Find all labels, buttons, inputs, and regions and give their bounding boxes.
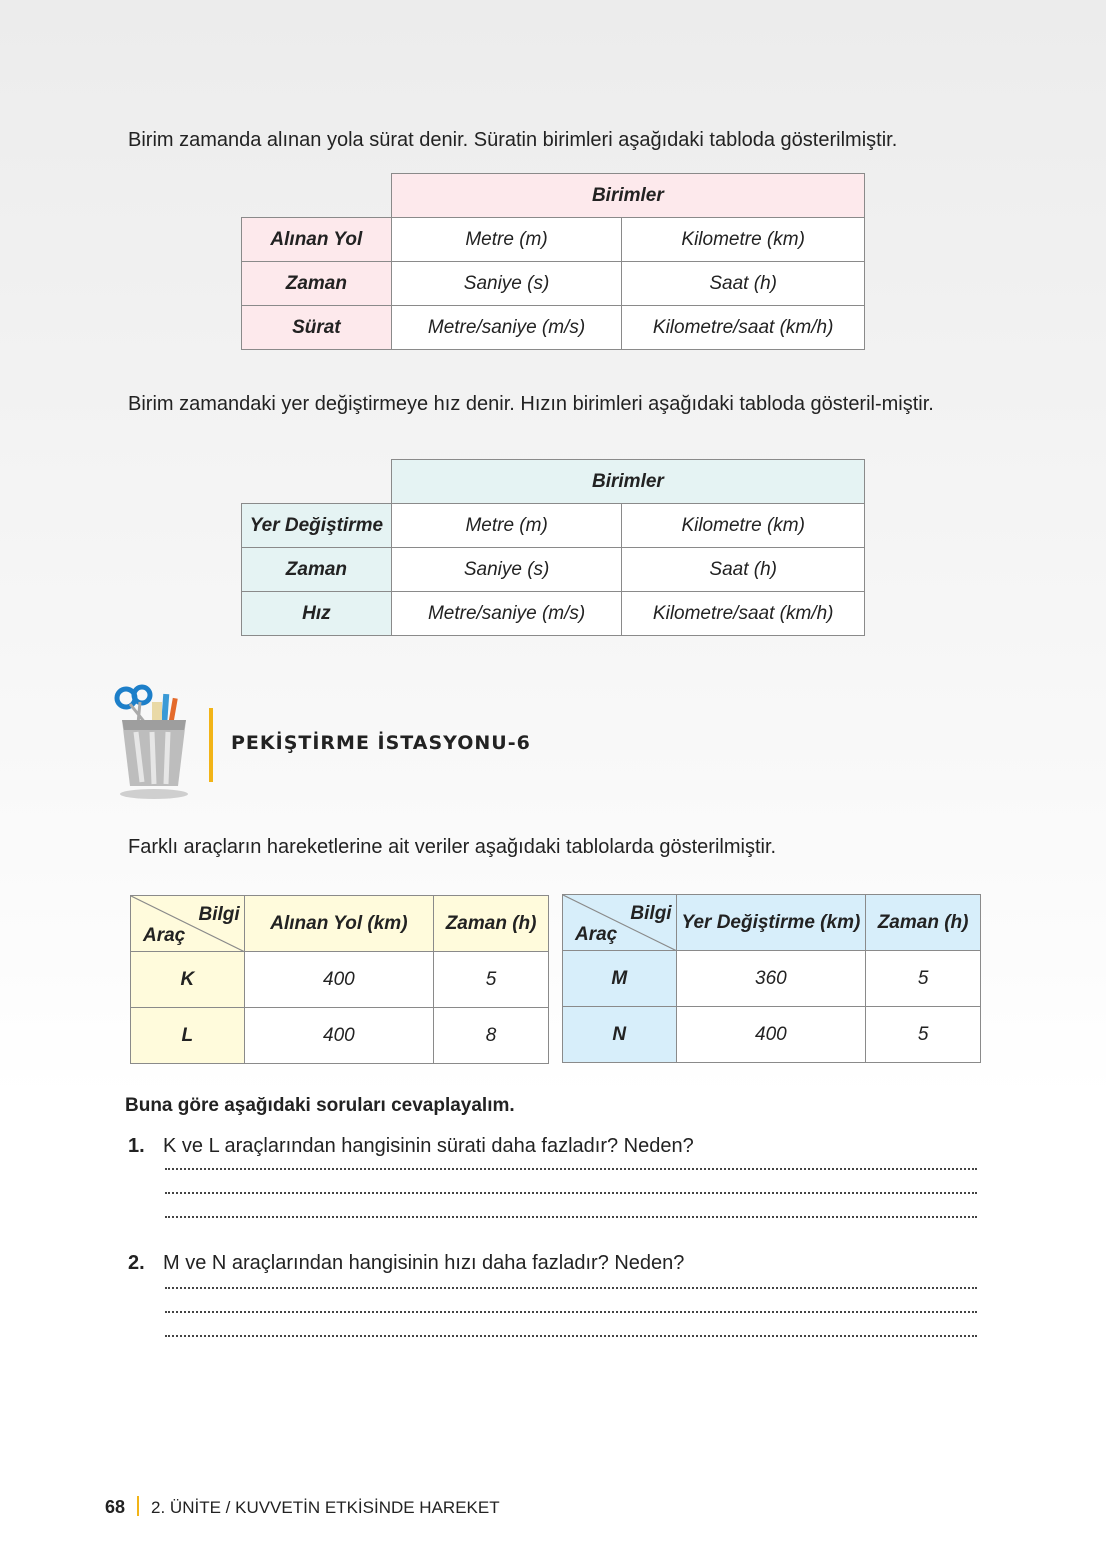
kl-data-table — [130, 895, 549, 1064]
column-header: Yer Değiştirme (km) — [676, 895, 866, 951]
table-cell: 400 — [676, 1007, 866, 1063]
answer-line[interactable] — [165, 1168, 977, 1170]
row-label: K — [131, 952, 245, 1008]
table-row — [131, 952, 549, 1008]
table-row — [242, 548, 865, 592]
table-cell: Metre/saniye (m/s) — [391, 306, 622, 350]
question-number: 2. — [128, 1252, 145, 1274]
page-number: 68 — [105, 1497, 126, 1517]
table-row — [242, 592, 865, 636]
speed-intro-text: Birim zamanda alınan yola sürat denir. Süratin birimleri aşağıdaki tabloda gösterilmiştir. — [128, 129, 898, 151]
question-text: M ve N araçlarından hangisinin hızı daha fazladır? Neden? — [163, 1252, 685, 1274]
speed-table-header: Birimler — [391, 174, 864, 218]
question-text: K ve L araçlarından hangisinin sürati daha fazladır? Neden? — [163, 1135, 694, 1157]
speed-units-table — [241, 173, 865, 350]
data-intro-text: Farklı araçların hareketlerine ait veriler aşağıdaki tablolarda gösterilmiştir. — [128, 836, 777, 858]
table-cell: 5 — [434, 952, 549, 1008]
yellow-divider — [209, 708, 213, 782]
answer-line[interactable] — [165, 1216, 977, 1218]
station-title: PEKİŞTİRME İSTASYONU-6 — [231, 732, 531, 754]
station-banner — [112, 684, 612, 804]
row-label: N — [563, 1007, 677, 1063]
table-cell: 400 — [244, 1008, 434, 1064]
table-cell: Kilometre (km) — [622, 218, 865, 262]
table-cell: Saniye (s) — [391, 548, 622, 592]
corner-cell — [563, 895, 677, 951]
column-header: Alınan Yol (km) — [244, 896, 434, 952]
table-cell: Kilometre/saat (km/h) — [622, 592, 865, 636]
velocity-intro-span: Birim zamandaki yer değiştirmeye hız denir. Hızın birimleri aşağıdaki tabloda gösteril-miştir. — [128, 393, 934, 415]
page-footer — [105, 1496, 500, 1518]
corner-top-label: Bilgi — [198, 904, 240, 925]
table-row — [242, 262, 865, 306]
corner-bottom-label: Araç — [143, 925, 186, 946]
row-label: M — [563, 951, 677, 1007]
velocity-units-table — [241, 459, 865, 636]
row-label: Zaman — [242, 262, 392, 306]
table-cell: 8 — [434, 1008, 549, 1064]
corner-cell — [131, 896, 245, 952]
table-cell: Saniye (s) — [391, 262, 622, 306]
table-cell: Kilometre/saat (km/h) — [622, 306, 865, 350]
answer-line[interactable] — [165, 1192, 977, 1194]
question-number: 1. — [128, 1135, 145, 1157]
table-cell: 5 — [866, 1007, 981, 1063]
footer-divider — [137, 1496, 139, 1516]
velocity-table-header: Birimler — [391, 460, 864, 504]
questions-heading: Buna göre aşağıdaki soruları cevaplayalım. — [125, 1095, 515, 1116]
table-row — [563, 1007, 981, 1063]
row-label: Yer Değiştirme — [242, 504, 392, 548]
table-cell: Metre/saniye (m/s) — [391, 592, 622, 636]
row-label: Hız — [242, 592, 392, 636]
table-row — [131, 1008, 549, 1064]
table-row — [242, 306, 865, 350]
pencil-cup-icon — [112, 684, 202, 802]
answer-line[interactable] — [165, 1335, 977, 1337]
answer-line[interactable] — [165, 1287, 977, 1289]
velocity-intro-text — [128, 388, 978, 420]
table-cell: Saat (h) — [622, 262, 865, 306]
table-cell: Saat (h) — [622, 548, 865, 592]
table-row — [563, 951, 981, 1007]
column-header: Zaman (h) — [434, 896, 549, 952]
row-label: L — [131, 1008, 245, 1064]
answer-line[interactable] — [165, 1311, 977, 1313]
table-cell: 5 — [866, 951, 981, 1007]
row-label: Sürat — [242, 306, 392, 350]
corner-top-label: Bilgi — [630, 903, 672, 924]
unit-title: 2. ÜNİTE / KUVVETİN ETKİSİNDE HAREKET — [151, 1498, 500, 1517]
table-cell: 400 — [244, 952, 434, 1008]
table-cell: 360 — [676, 951, 866, 1007]
corner-bottom-label: Araç — [575, 924, 618, 945]
column-header: Zaman (h) — [866, 895, 981, 951]
table-row — [242, 218, 865, 262]
table-row — [242, 504, 865, 548]
mn-data-table — [562, 894, 981, 1063]
row-label: Zaman — [242, 548, 392, 592]
table-cell: Metre (m) — [391, 504, 622, 548]
table-cell: Kilometre (km) — [622, 504, 865, 548]
row-label: Alınan Yol — [242, 218, 392, 262]
table-cell: Metre (m) — [391, 218, 622, 262]
